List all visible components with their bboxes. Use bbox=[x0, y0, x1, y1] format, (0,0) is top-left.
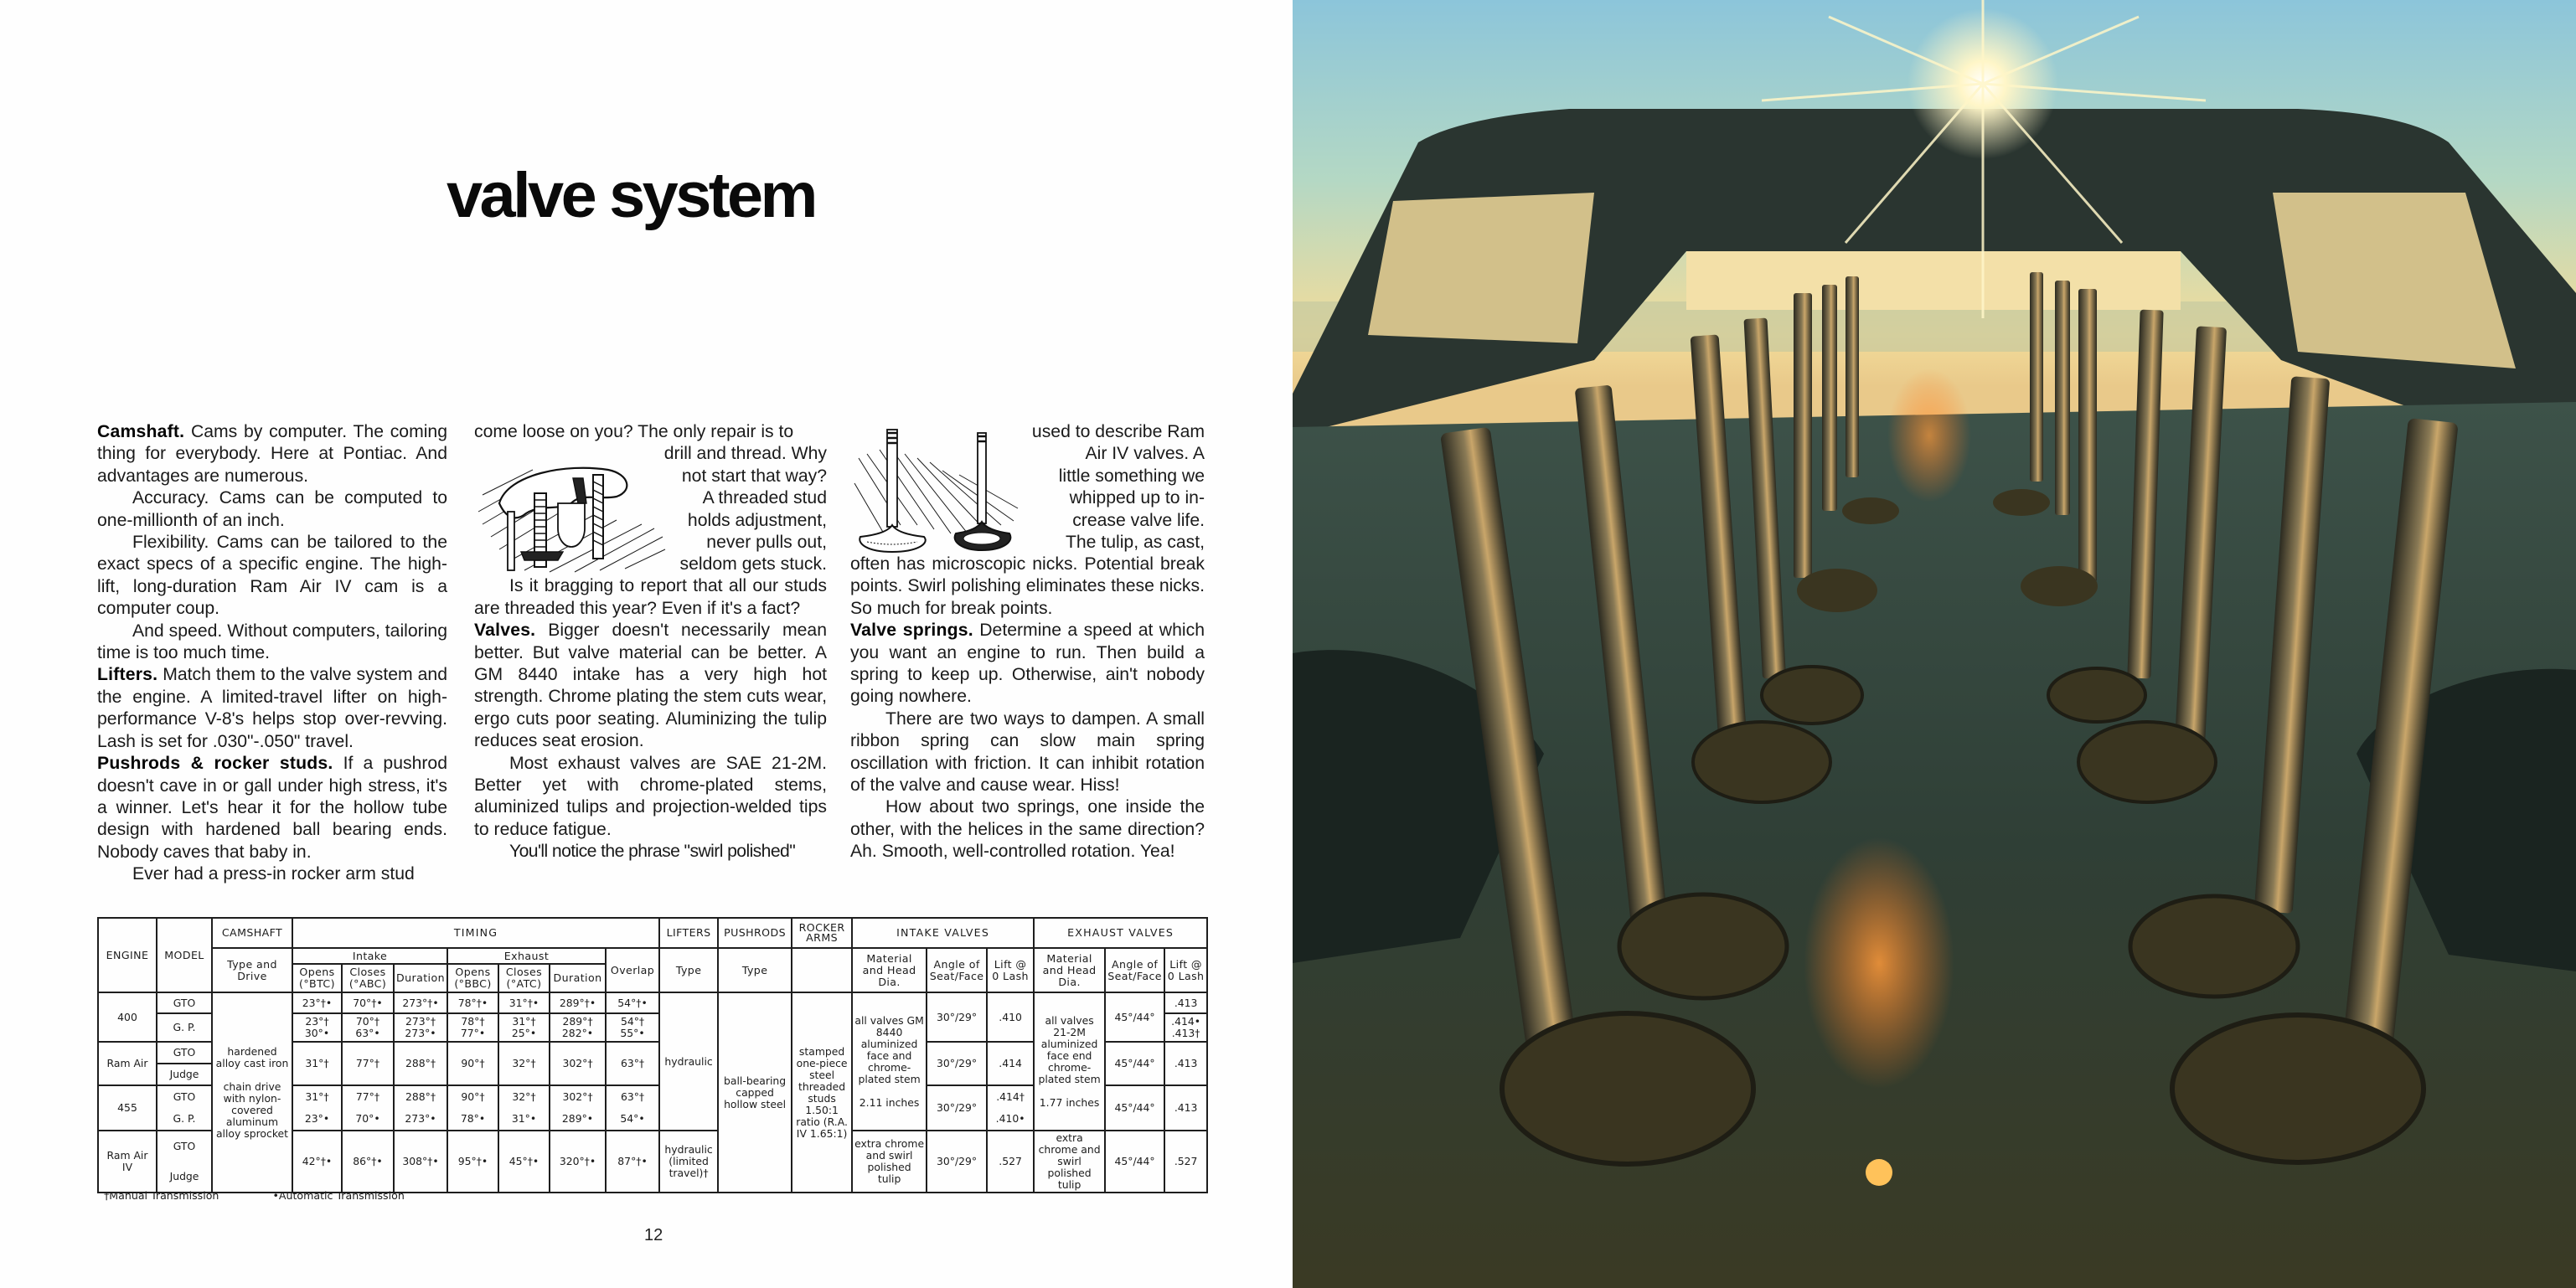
header-int-angle: Angle of Seat/Face bbox=[927, 948, 987, 992]
header-exh-angle: Angle of Seat/Face bbox=[1105, 948, 1164, 992]
paragraph-exhaust-valves: Most exhaust valves are SAE 21-2M. Better yet with chrome-plated stems, aluminized tulips and projection-welded tips to reduce fatigue. bbox=[474, 753, 827, 839]
paragraph-dampen: There are two ways to dampen. A small ribbon spring can slow main spring oscillation with friction. It can inhibit rotation of the valve and cause wear. Hiss! bbox=[850, 708, 1205, 796]
header-int-lift: Lift @ 0 Lash bbox=[987, 948, 1034, 992]
table-row: G. P. 23°• 70°• 273°• 78°• 31°• 289°• 54°• .410• bbox=[98, 1108, 1207, 1131]
paragraph-swirl: You'll notice the phrase "swirl polished" bbox=[509, 842, 796, 862]
footnote-manual: †Manual Transmission bbox=[104, 1189, 219, 1202]
paragraph-speed: And speed. Without computers, tailoring time is too much time. bbox=[97, 621, 447, 663]
lifters-cell: hydraulic bbox=[659, 992, 718, 1131]
pushrods-cell: ball-bearing capped hollow steel bbox=[718, 992, 792, 1193]
header-timing: TIMING bbox=[292, 918, 659, 948]
illustration-wrap-2 bbox=[850, 421, 1205, 554]
table-row: Ram Air IV GTO 42°†• 86°†• 308°†• 95°†• 45°†• 320°†• 87°†• hydraulic (limited travel)† extra chrome and swirl polished tulip 30°/29° .527 extra chrome and swirl polished tulip 45°/44° .527 bbox=[98, 1131, 1207, 1162]
header-exh-opens: Opens (°BBC) bbox=[447, 964, 498, 992]
table-row: 400 GTO hardened alloy cast iron chain drive with nylon-covered aluminum alloy sprocket 23°†• 70°†• 273°†• 78°†• 31°†• 289°†• 54°†• hydraulic ball-bearing capped hollow steel stamped one-piece steel threaded studs 1.50:1 ratio (R.A. IV 1.65:1) all valves GM 8440 aluminized face and chrome-plated stem 2.11 inches 30°/29° .410 all valves 21-2M aluminized face end chrome-plated stem 1.77 inches 45°/44° .413 bbox=[98, 992, 1207, 1013]
header-pushrods-type: Type bbox=[718, 948, 792, 992]
page-title: valve system bbox=[447, 160, 815, 231]
heading-camshaft: Camshaft. bbox=[97, 422, 185, 441]
table-row: 455 GTO 31°† 77°† 288°† 90°† 32°† 302°† 63°† 30°/29° .414† 45°/44° .413 bbox=[98, 1085, 1207, 1108]
table-footnotes bbox=[104, 1189, 455, 1202]
header-camshaft-type: Type and Drive bbox=[212, 948, 292, 992]
table-row: Judge bbox=[98, 1162, 1207, 1193]
wrapped-text-2: used to describe Ram Air IV valves. A little something we whipped up to in- crease valve life. The tulip, as cast, bbox=[1031, 422, 1205, 553]
paragraph-accuracy: Accuracy. Cams can be computed to one-millionth of an inch. bbox=[97, 488, 447, 530]
page-number: 12 bbox=[644, 1226, 663, 1244]
header-intake: Intake bbox=[292, 948, 447, 964]
table-row: Ram Air GTO 31°† 77°† 288°† 90°† 32°† 302°† 63°† 30°/29° .414 45°/44° .413 bbox=[98, 1042, 1207, 1064]
header-lifters: LIFTERS bbox=[659, 918, 718, 948]
header-exh-duration: Duration bbox=[550, 964, 606, 992]
intake-material-cell: all valves GM 8440 aluminized face and chrome-plated stem 2.11 inches bbox=[852, 992, 927, 1131]
footnote-automatic: •Automatic Transmission bbox=[272, 1189, 405, 1202]
heading-lifters: Lifters. bbox=[97, 665, 158, 685]
paragraph-valves: Valves. Bigger doesn't necessarily mean better. But valve material can be better. A GM 8440 intake has a very high hot strength. Chrome plating the stem cuts wear, ergo cuts poor seating. Aluminizing the tulip reduces seat erosion. bbox=[474, 621, 827, 751]
paragraph-lifters: Lifters. Match them to the valve system and the engine. A limited-travel lifter on high-performance V-8's helps stop over-revving. Lash is set for .030"-.050" travel. bbox=[97, 665, 447, 751]
table-row: G. P. 23°† 30°• 70°† 63°• 273°† 273°• 78°† 77°• 31°† 25°• 289°† 282°• 54°† 55°• .414• .413† bbox=[98, 1013, 1207, 1042]
paragraph-two-springs: How about two springs, one inside the other, with the helices in the same direction? Ah. Smooth, well-controlled rotation. Yea! bbox=[850, 797, 1205, 862]
wrapped-text: drill and thread. Why not start that way? A threaded stud holds adjustment, never pulls out, seldom gets stuck. bbox=[663, 444, 827, 574]
paragraph-flexibility: Flexibility. Cams can be tailored to the exact specs of a specific engine. The high-lift, long-duration Ram Air IV cam is a computer coup. bbox=[97, 533, 447, 619]
header-camshaft: CAMSHAFT bbox=[212, 918, 292, 948]
header-pushrods: PUSHRODS bbox=[718, 918, 792, 948]
intake-material-ra4: extra chrome and swirl polished tulip bbox=[852, 1131, 927, 1193]
heading-valve-springs: Valve springs. bbox=[850, 621, 973, 641]
paragraph-nicks: often has microscopic nicks. Potential break points. Swirl polishing eliminates these nicks. So much for break points. bbox=[850, 554, 1205, 618]
lifters-cell-ra4: hydraulic (limited travel)† bbox=[659, 1131, 718, 1193]
table-row: Judge bbox=[98, 1064, 1207, 1085]
paragraph-pushrods: Pushrods & rocker studs. If a pushrod doesn't cave in or gall under high stress, it's a winner. Let's hear it for the hollow tube design with hardened ball bearing ends. Nobody caves that baby in. bbox=[97, 754, 447, 862]
illustration-wrap bbox=[474, 443, 827, 575]
header-int-material: Material and Head Dia. bbox=[852, 948, 927, 992]
valves-illustration bbox=[850, 425, 1026, 559]
exhaust-material-cell: all valves 21-2M aluminized face end chrome-plated stem 1.77 inches bbox=[1034, 992, 1105, 1131]
header-exhaust-valves: EXHAUST VALVES bbox=[1034, 918, 1207, 948]
header-exh-material: Material and Head Dia. bbox=[1034, 948, 1105, 992]
paragraph-rocker-stud: Ever had a press-in rocker arm stud bbox=[132, 864, 415, 884]
rocker-arms-cell: stamped one-piece steel threaded studs 1.50:1 ratio (R.A. IV 1.65:1) bbox=[792, 992, 852, 1193]
paragraph-camshaft: Camshaft. Cams by computer. The coming thing for everybody. Here at Pontiac. And advantages are numerous. bbox=[97, 422, 447, 486]
paragraph-valve-springs: Valve springs. Determine a speed at which you want an engine to run. Then build a spring to keep up. Otherwise, ain't nobody going nowhere. bbox=[850, 621, 1205, 707]
header-row-1 bbox=[98, 918, 1207, 948]
header-model: MODEL bbox=[157, 918, 212, 992]
header-int-closes: Closes (°ABC) bbox=[342, 964, 394, 992]
camshaft-type-cell: hardened alloy cast iron chain drive with nylon-covered aluminum alloy sprocket bbox=[212, 992, 292, 1193]
header-exh-lift: Lift @ 0 Lash bbox=[1164, 948, 1207, 992]
header-overlap: Overlap bbox=[606, 948, 659, 992]
header-rocker-arms: ROCKER ARMS bbox=[792, 918, 852, 948]
heading-valves: Valves. bbox=[474, 621, 536, 641]
text-column-2 bbox=[474, 421, 827, 863]
header-rocker-blank bbox=[792, 948, 852, 992]
rocker-stud-illustration bbox=[474, 445, 669, 577]
header-exhaust: Exhaust bbox=[447, 948, 606, 964]
text-column-3 bbox=[850, 421, 1205, 863]
header-engine: ENGINE bbox=[98, 918, 157, 992]
header-exh-closes: Closes (°ATC) bbox=[498, 964, 550, 992]
header-row-2 bbox=[98, 948, 1207, 964]
header-lifters-type: Type bbox=[659, 948, 718, 992]
photo-illustration bbox=[1293, 0, 2576, 1288]
valve-spec-table bbox=[97, 917, 1208, 1193]
valves-on-car-photo bbox=[1293, 0, 2576, 1288]
text-column-1 bbox=[97, 421, 447, 886]
paragraph-bragging: Is it bragging to report that all our studs are threaded this year? Even if it's a fact? bbox=[474, 576, 827, 618]
header-int-opens: Opens (°BTC) bbox=[292, 964, 342, 992]
paragraph-line: come loose on you? The only repair is to bbox=[474, 422, 794, 441]
heading-pushrods: Pushrods & rocker studs. bbox=[97, 754, 333, 774]
header-intake-valves: INTAKE VALVES bbox=[852, 918, 1034, 948]
exhaust-material-ra4: extra chrome and swirl polished tulip bbox=[1034, 1131, 1105, 1193]
header-int-duration: Duration bbox=[394, 964, 447, 992]
